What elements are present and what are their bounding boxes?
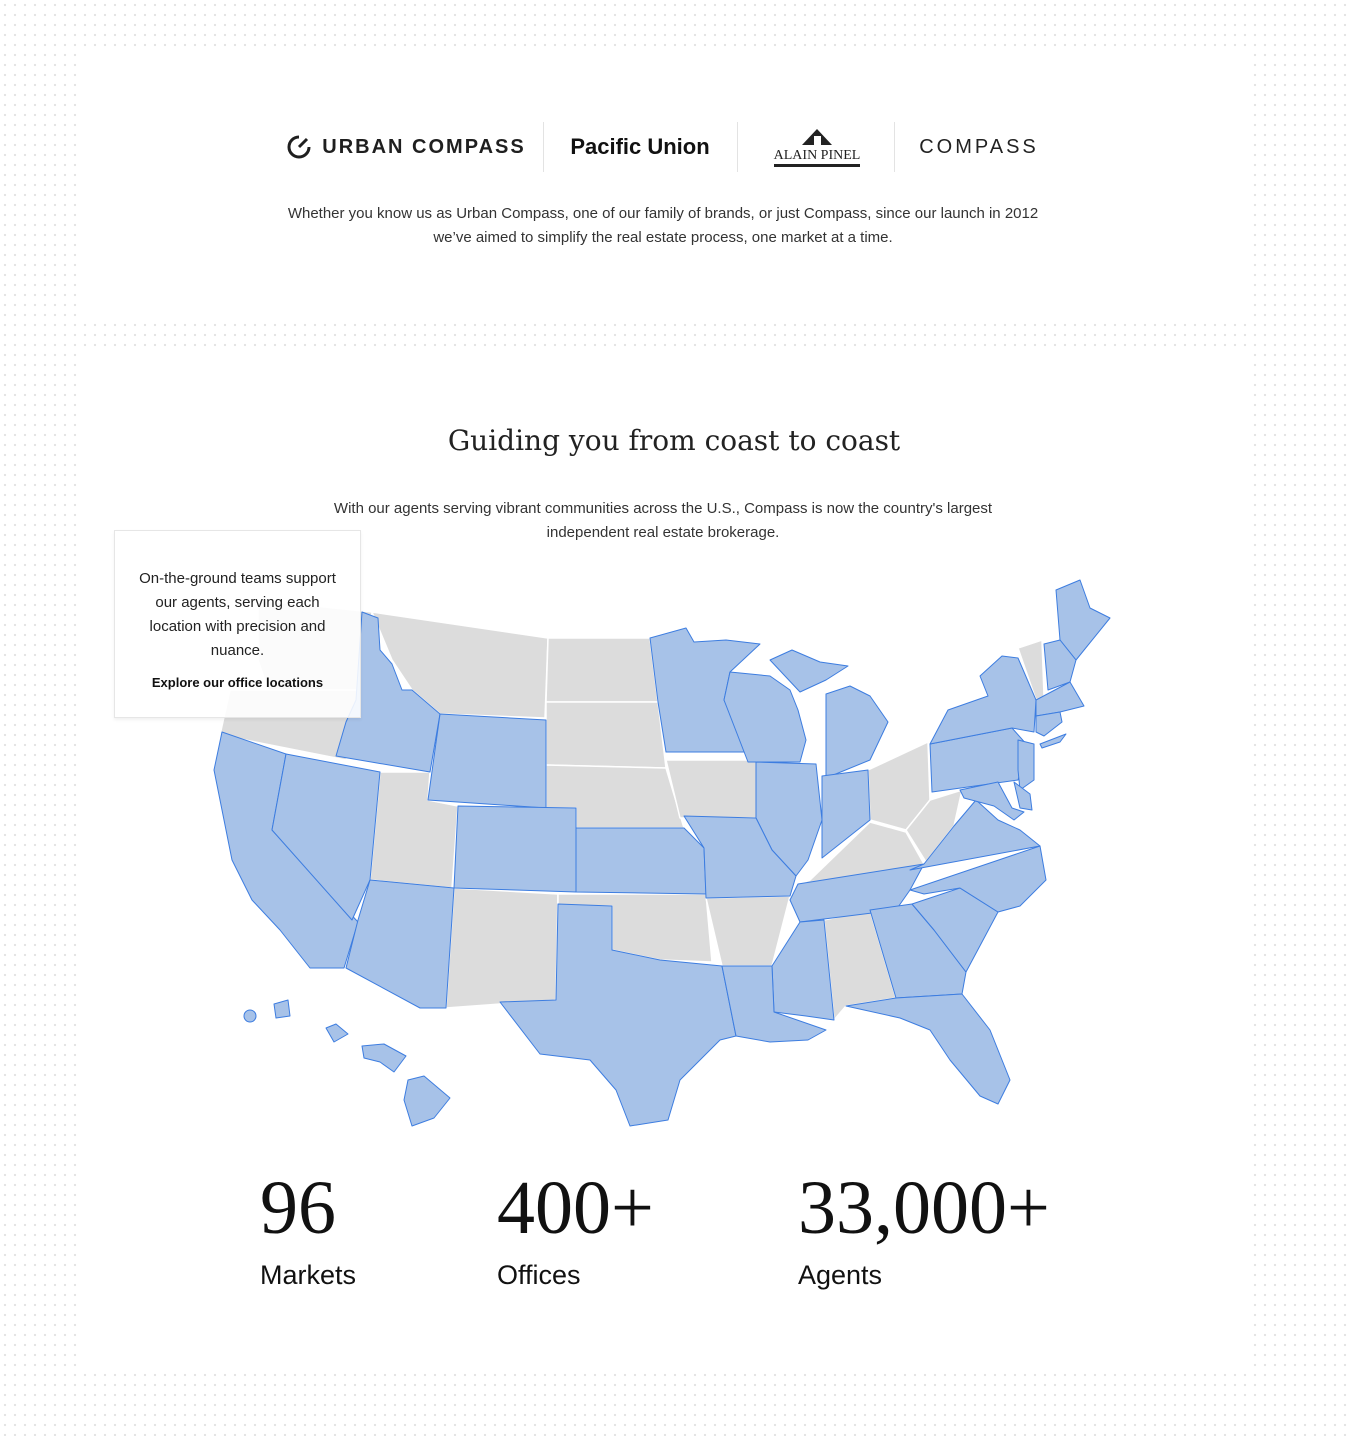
compass-mark-icon (286, 134, 312, 160)
pacific-union-logo (560, 120, 720, 174)
state-new-mexico (446, 888, 558, 1008)
state-kansas (576, 828, 706, 894)
logo-divider (894, 122, 895, 172)
stat-value: 33,000+ (798, 1166, 1050, 1250)
stat-label: Offices (497, 1260, 581, 1290)
state-arizona (346, 880, 454, 1008)
logo-divider (543, 122, 544, 172)
state-south-dakota (546, 702, 666, 768)
intro-text: Whether you know us as Urban Compass, one of our family of brands, or just Compass, since our launch in 2012 we’ve aimed to simplify the real estate process, one market at a time. (287, 205, 1039, 246)
office-info-text: On-the-ground teams support our agents, serving each location with precision and nuance. (139, 570, 336, 659)
state-north-dakota (546, 638, 658, 702)
state-hawaii-oahu (326, 1024, 348, 1042)
alain-pinel-logo (762, 120, 872, 174)
alain-pinel-wordmark: ALAIN PINEL (774, 149, 861, 167)
state-florida (846, 994, 1010, 1104)
logo-divider (737, 122, 738, 172)
state-hawaii-maui (362, 1044, 406, 1072)
stat-label: Markets (260, 1260, 357, 1290)
pacific-union-wordmark: Pacific Union (570, 134, 710, 159)
state-new-york (930, 656, 1036, 744)
compass-wordmark: COMPASS (919, 135, 1039, 158)
section-heading: Guiding you from coast to coast (447, 424, 901, 457)
stat-value: 400+ (497, 1166, 654, 1250)
state-mississippi (772, 920, 834, 1020)
state-iowa (666, 760, 770, 818)
stat-offices (497, 1168, 654, 1291)
stat-value: 96 (260, 1166, 336, 1250)
urban-compass-wordmark: URBAN COMPASS (322, 135, 526, 158)
stat-label: Agents (798, 1260, 883, 1290)
state-connecticut-ri (1036, 712, 1062, 736)
urban-compass-logo (286, 120, 526, 174)
compass-logo (914, 120, 1044, 174)
office-info-card (114, 530, 361, 718)
state-hawaii-big-island (404, 1076, 450, 1126)
stat-markets (260, 1168, 356, 1291)
section-subheading: With our agents serving vibrant communities across the U.S., Compass is now the country's largest independent real estate brokerage. (333, 500, 993, 541)
stat-agents (798, 1168, 1050, 1291)
state-colorado (454, 806, 576, 892)
brands-panel (80, 48, 1248, 320)
state-hawaii-niihau (244, 1010, 256, 1022)
state-wyoming (428, 714, 546, 808)
state-hawaii-kauai (274, 1000, 290, 1018)
state-arkansas (706, 896, 790, 966)
house-roof-icon (800, 127, 834, 147)
state-new-jersey (1018, 740, 1034, 790)
explore-offices-link[interactable]: Explore our office locations (151, 675, 324, 690)
brand-logos (0, 120, 1348, 174)
